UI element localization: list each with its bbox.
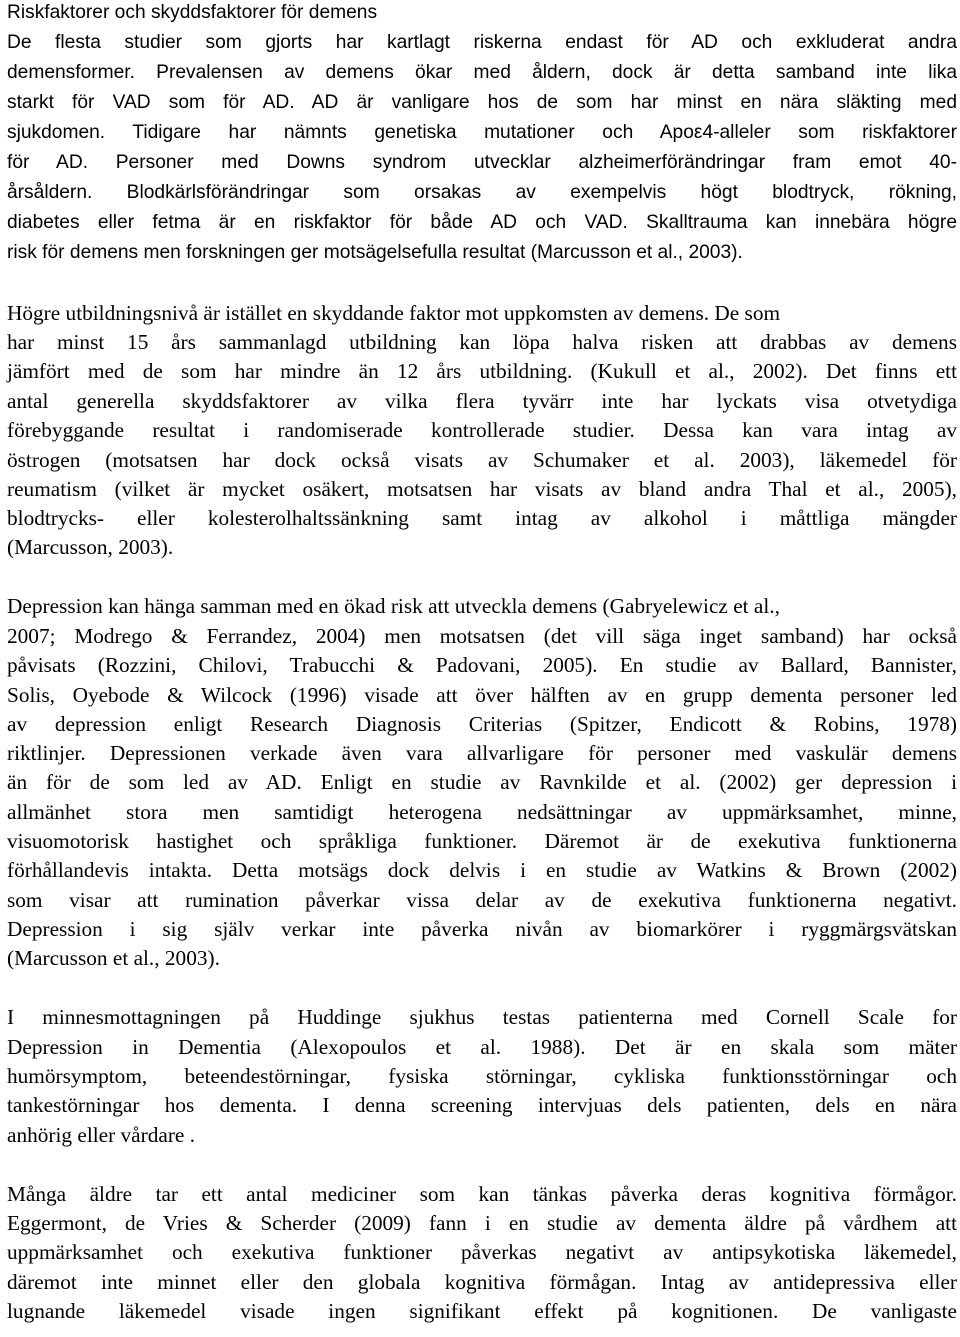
paragraph-3-line-11: som visar att rumination påverkar vissa delar av de exekutiva funktionerna negativt. <box>7 888 957 912</box>
paragraph-2-line-6: östrogen (motsatsen har dock också visats av Schumaker et al. 2003), läkemedel för <box>7 448 957 472</box>
paragraph-3-line-10: förhållandevis intakta. Detta motsägs dock delvis i en studie av Watkins & Brown (2002) <box>7 858 957 882</box>
paragraph-3-line-12: Depression i sig själv verkar inte påverka nivån av biomarkörer i ryggmärgsvätskan <box>7 917 957 941</box>
paragraph-2-line-7: reumatism (vilket är mycket osäkert, motsatsen har visats av bland andra Thal et al., 2005), <box>7 477 957 501</box>
paragraph-1-line-2: demensformer. Prevalensen av demens ökar med åldern, dock är detta samband inte lika <box>7 62 957 83</box>
paragraph-2-line-9: (Marcusson, 2003). <box>7 535 174 559</box>
paragraph-2-line-3: jämfört med de som har mindre än 12 års utbildning. (Kukull et al., 2002). Det finns ett <box>7 359 957 383</box>
paragraph-5-line-1: Många äldre tar ett antal mediciner som kan tänkas påverka deras kognitiva förmågor. <box>7 1182 957 1206</box>
paragraph-3-line-4: Solis, Oyebode & Wilcock (1996) visade att över hälften av en grupp dementa personer led <box>7 683 957 707</box>
section-heading: Riskfaktorer och skyddsfaktorer för demens <box>7 2 378 23</box>
paragraph-1-line-3: starkt för VAD som för AD. AD är vanligare hos de som har minst en nära släkting med <box>7 92 957 113</box>
paragraph-2-line-4: antal generella skyddsfaktorer av vilka flera tyvärr inte har lyckats visa otvetydiga <box>7 389 957 413</box>
paragraph-1-line-4: sjukdomen. Tidigare har nämnts genetiska mutationer och Apoε4-alleler som riskfaktorer <box>7 122 957 143</box>
paragraph-1-line-7: diabetes eller fetma är en riskfaktor för både AD och VAD. Skalltrauma kan innebära högre <box>7 212 957 233</box>
paragraph-2-line-2: har minst 15 års sammanlagd utbildning kan löpa halva risken att drabbas av demens <box>7 330 957 354</box>
paragraph-1-line-6: årsåldern. Blodkärlsförändringar som orsakas av exempelvis högt blodtryck, rökning, <box>7 182 957 203</box>
paragraph-3-line-2: 2007; Modrego & Ferrandez, 2004) men motsatsen (det vill säga inget samband) har också <box>7 624 957 648</box>
paragraph-5-line-3: uppmärksamhet och exekutiva funktioner påverkas negativt av antipsykotiska läkemedel, <box>7 1240 957 1264</box>
paragraph-1-line-1: De flesta studier som gjorts har kartlagt riskerna endast för AD och exkluderat andra <box>7 32 957 53</box>
paragraph-1-line-8: risk för demens men forskningen ger motsägelsefulla resultat (Marcusson et al., 2003). <box>7 242 743 263</box>
paragraph-4-line-3: humörsymptom, beteendestörningar, fysiska störningar, cykliska funktionsstörningar och <box>7 1064 957 1088</box>
paragraph-4-line-4: tankestörningar hos dementa. I denna screening intervjuas dels patienten, dels en nära <box>7 1093 957 1117</box>
paragraph-3-line-7: än för de som led av AD. Enligt en studie av Ravnkilde et al. (2002) ger depression i <box>7 770 957 794</box>
paragraph-3-line-6: riktlinjer. Depressionen verkade även vara allvarligare för personer med vaskulär demens <box>7 741 957 765</box>
paragraph-2-line-8: blodtrycks- eller kolesterolhaltssänkning samt intag av alkohol i måttliga mängder <box>7 506 957 530</box>
paragraph-4-line-2: Depression in Dementia (Alexopoulos et al. 1988). Det är en skala som mäter <box>7 1035 957 1059</box>
paragraph-3-line-3: påvisats (Rozzini, Chilovi, Trabucchi & Padovani, 2005). En studie av Ballard, Bannister, <box>7 653 957 677</box>
paragraph-3-line-1: Depression kan hänga samman med en ökad risk att utveckla demens (Gabryelewicz et al., <box>7 594 780 618</box>
paragraph-5-line-5: lugnande läkemedel visade ingen signifikant effekt på kognitionen. De vanligaste <box>7 1299 957 1323</box>
paragraph-4-line-5: anhörig eller vårdare . <box>7 1123 196 1147</box>
paragraph-3-line-5: av depression enligt Research Diagnosis Criterias (Spitzer, Endicott & Robins, 1978) <box>7 712 957 736</box>
paragraph-3-line-8: allmänhet stora men samtidigt heterogena nedsättningar av uppmärksamhet, minne, <box>7 800 957 824</box>
paragraph-2-line-1: Högre utbildningsnivå är istället en skyddande faktor mot uppkomsten av demens. De som <box>7 301 781 325</box>
paragraph-5-line-4: däremot inte minnet eller den globala kognitiva förmågan. Intag av antidepressiva eller <box>7 1270 957 1294</box>
paragraph-4-line-1: I minnesmottagningen på Huddinge sjukhus testas patienterna med Cornell Scale for <box>7 1005 957 1029</box>
paragraph-3-line-13: (Marcusson et al., 2003). <box>7 946 220 970</box>
paragraph-5-line-2: Eggermont, de Vries & Scherder (2009) fann i en studie av dementa äldre på vårdhem att <box>7 1211 957 1235</box>
paragraph-3-line-9: visuomotorisk hastighet och språkliga funktioner. Däremot är de exekutiva funktionerna <box>7 829 957 853</box>
paragraph-2-line-5: förebyggande resultat i randomiserade kontrollerade studier. Dessa kan vara intag av <box>7 418 957 442</box>
paragraph-1-line-5: för AD. Personer med Downs syndrom utvecklar alzheimerförändringar fram emot 40- <box>7 152 957 173</box>
